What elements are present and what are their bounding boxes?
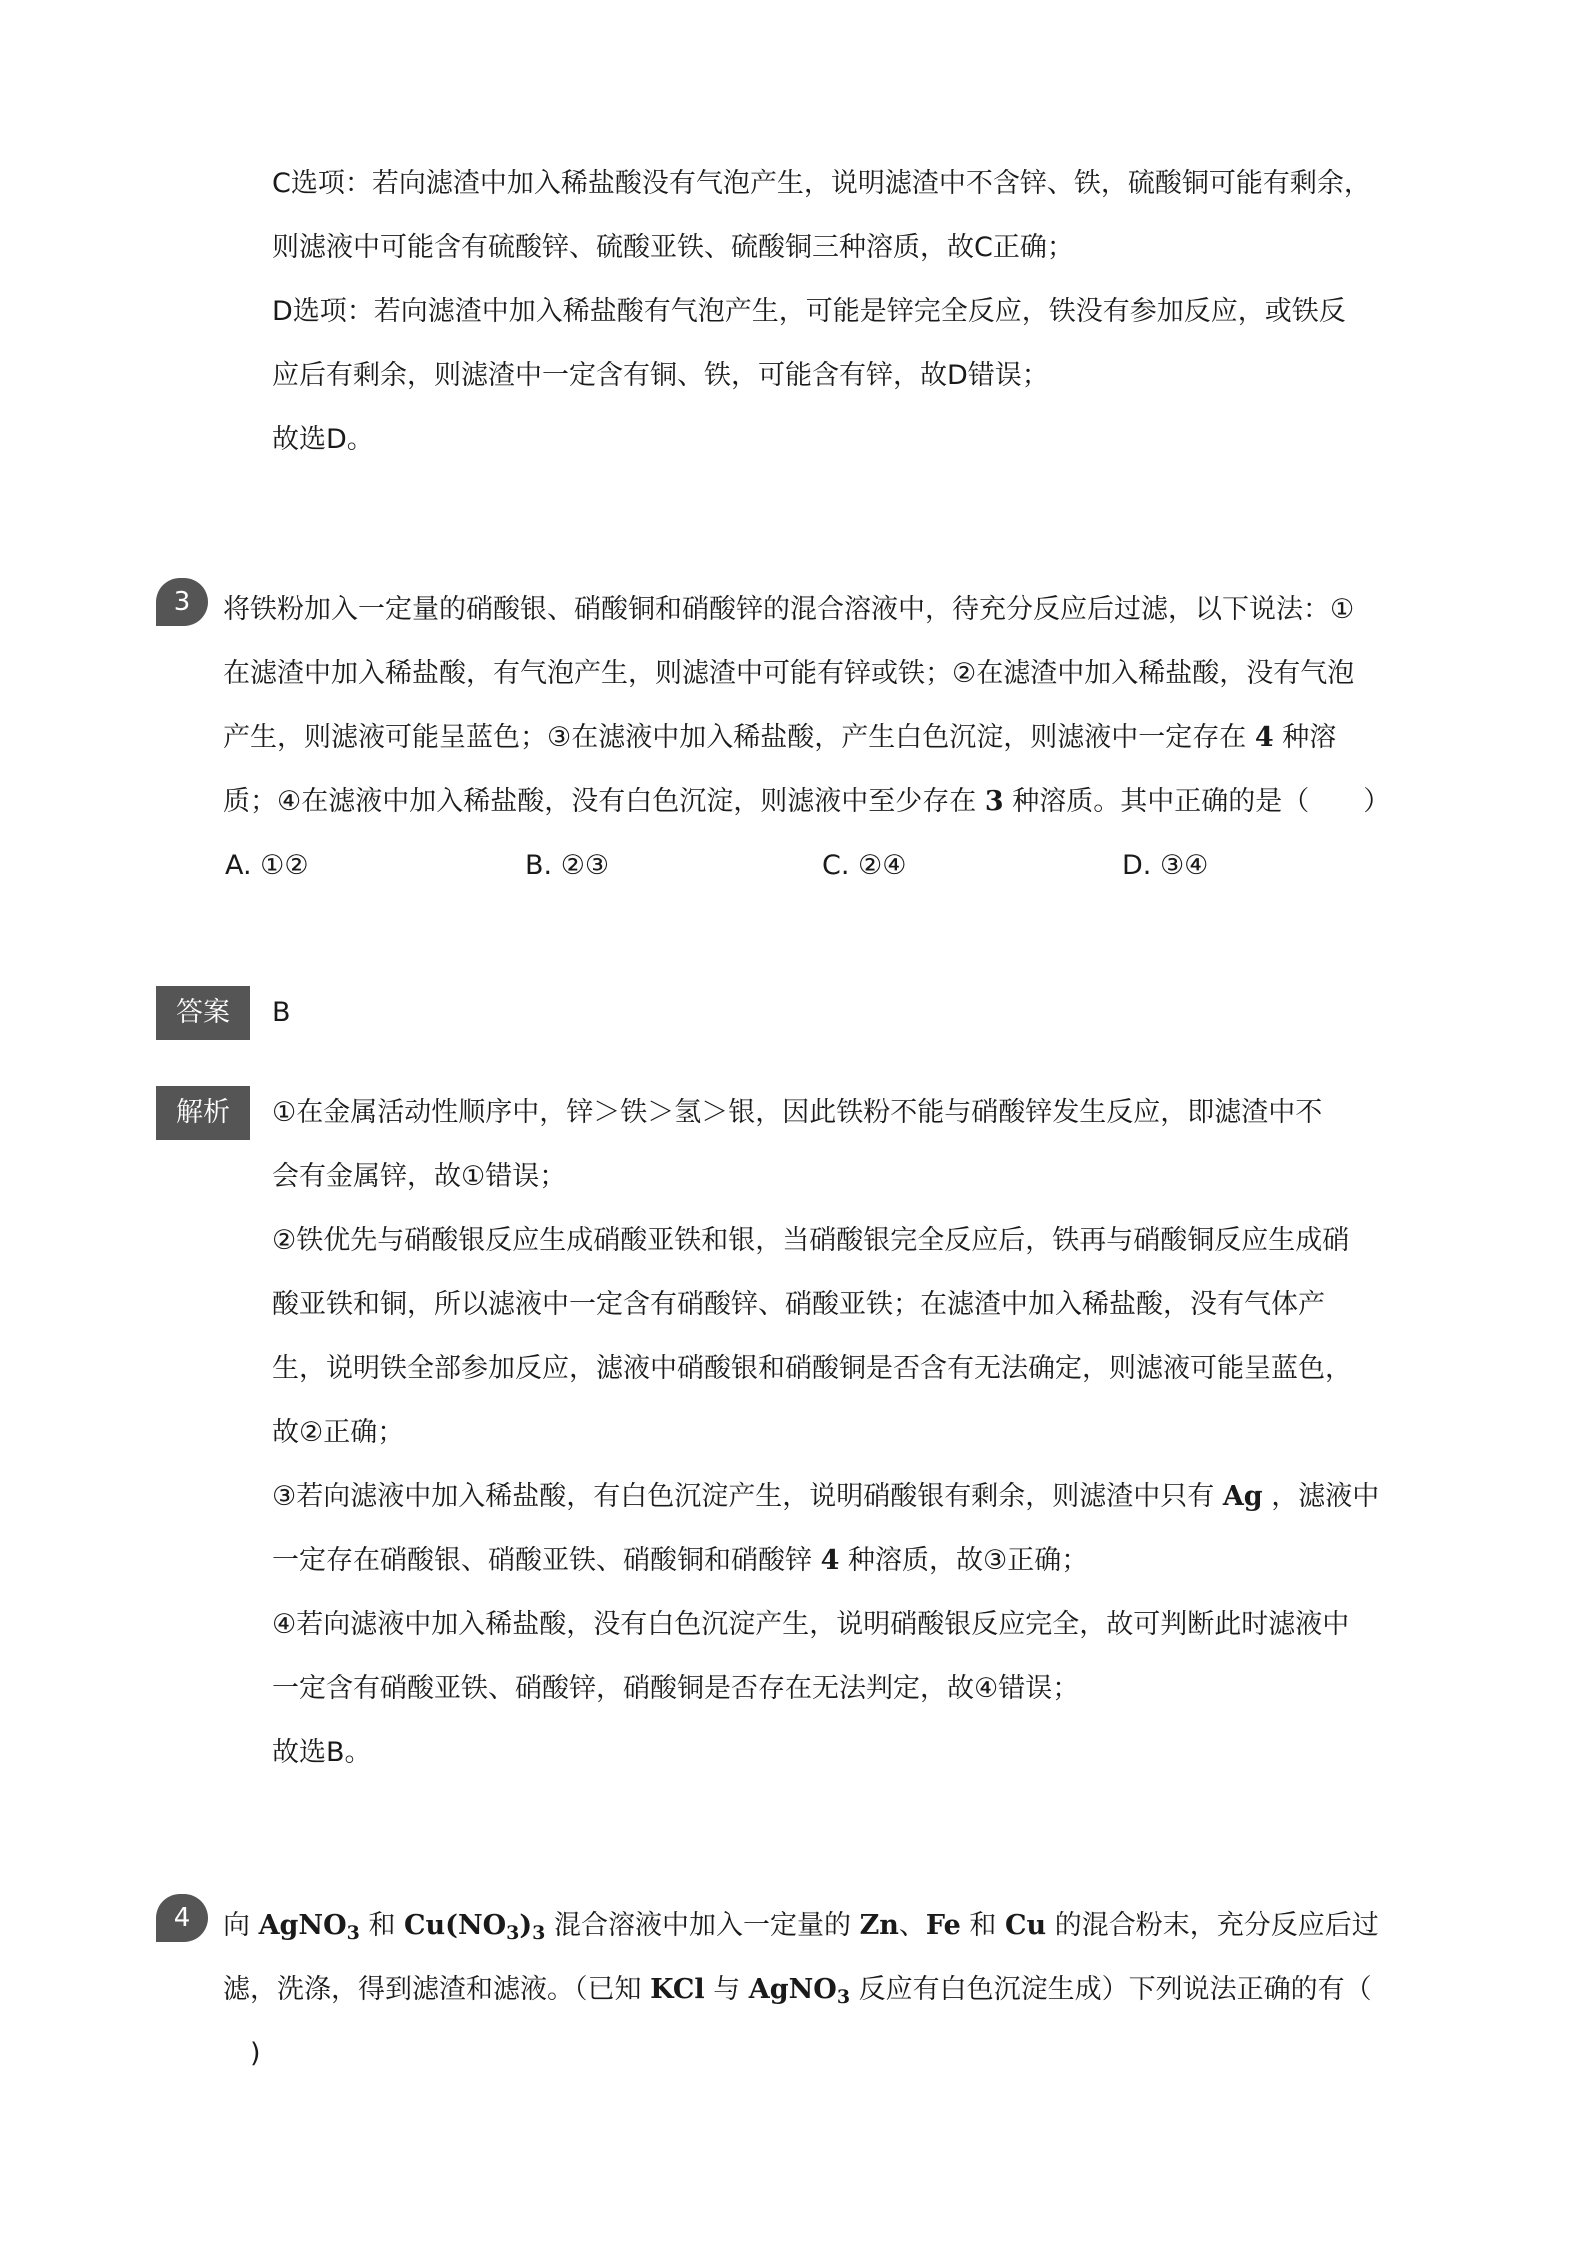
option-d[interactable]: D. ③④ bbox=[1122, 850, 1209, 881]
question-text-part: 向 bbox=[223, 1910, 250, 1941]
question-text-part: 质；④在滤液中加入稀盐酸，没有白色沉淀，则滤液中至少存在 bbox=[223, 786, 977, 817]
chem-formula bbox=[748, 1974, 851, 2008]
question-text bbox=[223, 782, 1390, 822]
prev-analysis-line: D选项：若向滤渣中加入稀盐酸有气泡产生，可能是锌完全反应，铁没有参加反应，或铁反 bbox=[272, 296, 1346, 327]
analysis-text-part: 种溶质，故③正确； bbox=[847, 1545, 1089, 1576]
question-number-badge: 4 bbox=[156, 1894, 208, 1942]
question-text bbox=[223, 1970, 1372, 2010]
analysis-line: ④若向滤液中加入稀盐酸，没有白色沉淀产生，说明硝酸银反应完全，故可判断此时滤液中 bbox=[272, 1609, 1350, 1640]
question-text-part: 混合溶液中加入一定量的 bbox=[553, 1910, 851, 1941]
question-text: 将铁粉加入一定量的硝酸银、硝酸铜和硝酸锌的混合溶液中，待充分反应后过滤，以下说法：① bbox=[223, 594, 1355, 625]
question-number: 3 bbox=[984, 786, 1004, 817]
analysis-text-part: 一定存在硝酸银、硝酸亚铁、硝酸铜和硝酸锌 bbox=[272, 1545, 812, 1576]
chem-subscript: 3 bbox=[506, 1922, 520, 1944]
question-text-part: 反应有白色沉淀生成）下列说法正确的有（ bbox=[858, 1974, 1372, 2005]
question-text-part: 的混合粉末，充分反应后过 bbox=[1054, 1910, 1379, 1941]
chem-formula: Zn bbox=[859, 1910, 899, 1941]
analysis-line bbox=[272, 1477, 1379, 1517]
chem-formula: Cu bbox=[1004, 1910, 1047, 1941]
chem-formula-part: Cu(NO bbox=[404, 1910, 507, 1941]
chem-subscript: 3 bbox=[836, 1986, 851, 2008]
question-text-part: 和 bbox=[969, 1910, 997, 1941]
analysis-line: 会有金属锌，故①错误； bbox=[272, 1161, 567, 1192]
question-text-part: 滤，洗涤，得到滤渣和滤液。（已知 bbox=[223, 1974, 642, 2005]
question-text-part: 和 bbox=[368, 1910, 396, 1941]
analysis-line: ①在金属活动性顺序中，锌＞铁＞氢＞银，因此铁粉不能与硝酸锌发生反应，即滤渣中不 bbox=[272, 1097, 1323, 1128]
analysis-text-part: ，滤液中 bbox=[1271, 1481, 1380, 1512]
option-b[interactable]: B. ②③ bbox=[525, 850, 610, 881]
analysis-line bbox=[272, 1541, 1088, 1581]
question-text: 在滤渣中加入稀盐酸，有气泡产生，则滤渣中可能有锌或铁；②在滤渣中加入稀盐酸，没有气泡 bbox=[223, 658, 1355, 689]
chem-formula: Ag bbox=[1222, 1481, 1263, 1512]
chem-formula: Fe bbox=[925, 1910, 961, 1941]
chem-formula bbox=[258, 1910, 360, 1944]
prev-analysis-line: C选项：若向滤渣中加入稀盐酸没有气泡产生，说明滤渣中不含锌、铁，硫酸铜可能有剩余， bbox=[272, 168, 1371, 199]
question-text bbox=[223, 1906, 1379, 1946]
question-number: 4 bbox=[1254, 722, 1274, 753]
analysis-line: ②铁优先与硝酸银反应生成硝酸亚铁和银，当硝酸银完全反应后，铁再与硝酸铜反应生成硝 bbox=[272, 1225, 1350, 1256]
chem-subscript: 3 bbox=[346, 1922, 360, 1944]
question-text: ) bbox=[223, 2038, 261, 2069]
analysis-number: 4 bbox=[820, 1545, 840, 1576]
question-text-part: 、 bbox=[898, 1910, 926, 1941]
analysis-line: 故选B。 bbox=[272, 1737, 372, 1768]
chem-formula-part: AgNO bbox=[258, 1910, 347, 1941]
question-text-part: 种溶 bbox=[1282, 722, 1337, 753]
chem-subscript: 3 bbox=[532, 1922, 546, 1944]
analysis-line: 生，说明铁全部参加反应，滤液中硝酸银和硝酸铜是否含有无法确定，则滤液可能呈蓝色， bbox=[272, 1353, 1352, 1384]
analysis-label: 解析 bbox=[156, 1086, 250, 1140]
question-text bbox=[223, 718, 1336, 758]
question-text-part: 与 bbox=[713, 1974, 741, 2005]
analysis-line: 酸亚铁和铜，所以滤液中一定含有硝酸锌、硝酸亚铁；在滤渣中加入稀盐酸，没有气体产 bbox=[272, 1289, 1325, 1320]
chem-formula-part: AgNO bbox=[748, 1974, 837, 2005]
prev-analysis-line: 则滤液中可能含有硫酸锌、硫酸亚铁、硫酸铜三种溶质，故C正确； bbox=[272, 232, 1074, 263]
answer-value: B bbox=[272, 997, 291, 1028]
chem-formula bbox=[404, 1910, 546, 1944]
analysis-line: 故②正确； bbox=[272, 1417, 405, 1448]
option-a[interactable]: A. ①② bbox=[225, 850, 309, 881]
option-c[interactable]: C. ②④ bbox=[822, 850, 907, 881]
analysis-line: 一定含有硝酸亚铁、硝酸锌，硝酸铜是否存在无法判定，故④错误； bbox=[272, 1673, 1080, 1704]
analysis-text-part: ③若向滤液中加入稀盐酸，有白色沉淀产生，说明硝酸银有剩余，则滤渣中只有 bbox=[272, 1481, 1215, 1512]
prev-analysis-line: 应后有剩余，则滤渣中一定含有铜、铁，可能含有锌，故D错误； bbox=[272, 360, 1049, 391]
chem-formula-part: ) bbox=[519, 1910, 533, 1941]
question-text-part: 产生，则滤液可能呈蓝色；③在滤液中加入稀盐酸，产生白色沉淀，则滤液中一定存在 bbox=[223, 722, 1247, 753]
question-text-part: 种溶质。其中正确的是（ ） bbox=[1012, 786, 1391, 817]
prev-analysis-line: 故选D。 bbox=[272, 424, 374, 455]
chem-formula: KCl bbox=[650, 1974, 705, 2005]
question-number-badge: 3 bbox=[156, 578, 208, 626]
answer-label: 答案 bbox=[156, 986, 250, 1040]
